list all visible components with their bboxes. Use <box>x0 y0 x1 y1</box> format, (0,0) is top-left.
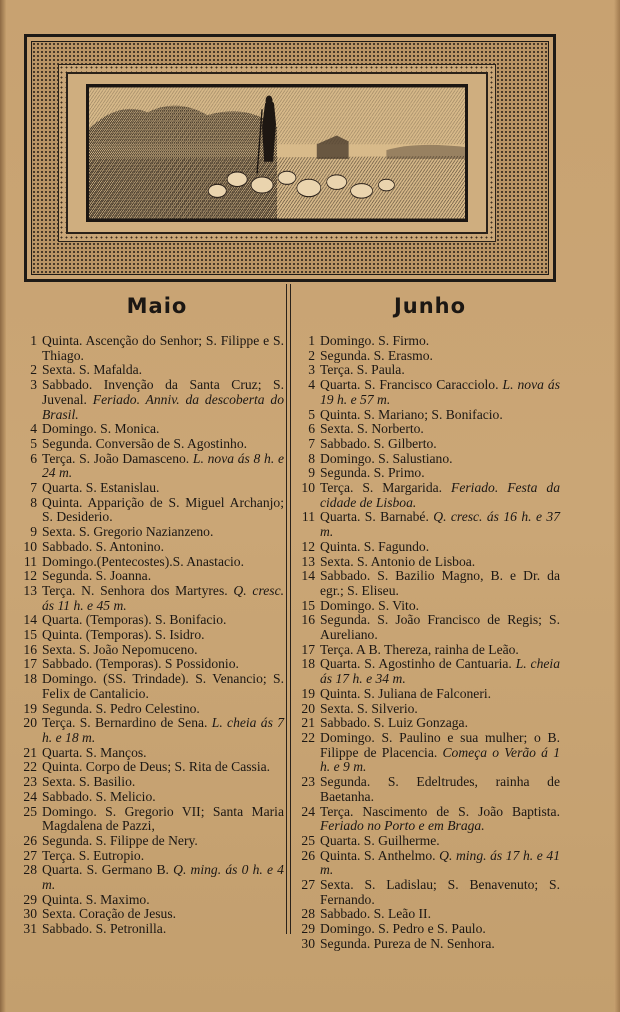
day-note-italic: Q. ming. ás 17 h. e 41 m. <box>320 847 560 878</box>
day-entry <box>22 496 284 525</box>
day-entry <box>22 672 284 701</box>
day-entry <box>22 790 284 805</box>
day-note-italic: Feriado. Anniv. da descoberta do Brasil. <box>42 391 284 422</box>
day-entry <box>22 363 284 378</box>
day-entry <box>22 746 284 761</box>
day-text <box>320 481 560 510</box>
day-entry <box>300 613 560 642</box>
day-number: 2 <box>308 347 315 363</box>
day-entry <box>22 422 284 437</box>
day-text <box>320 363 560 378</box>
day-number: 4 <box>308 377 315 393</box>
day-saint-text: Quinta. S. Mariano; S. Bonifacio. <box>320 406 503 422</box>
day-text <box>320 437 560 452</box>
day-number: 14 <box>23 612 37 628</box>
day-text <box>320 775 560 804</box>
day-number: 5 <box>308 406 315 422</box>
day-text <box>320 643 560 658</box>
day-entry <box>300 599 560 614</box>
day-entry <box>22 525 284 540</box>
day-number: 19 <box>23 700 37 716</box>
day-saint-text: Terça. S. Paula. <box>320 362 405 378</box>
day-saint-text: Terça. S. Bernardino de Sena. <box>42 715 208 731</box>
day-number: 7 <box>308 435 315 451</box>
day-number: 18 <box>23 671 37 687</box>
day-note-italic: L. nova ás 19 h. e 57 m. <box>320 377 560 407</box>
day-text <box>320 540 560 555</box>
day-number: 4 <box>30 421 37 437</box>
day-number: 2 <box>30 362 37 378</box>
day-text <box>42 702 284 717</box>
day-entry <box>22 452 284 481</box>
day-number: 21 <box>301 715 315 731</box>
day-text <box>42 643 284 658</box>
day-number: 8 <box>308 450 315 466</box>
day-saint-text: Domingo. (SS. Trindade). S. Venancio; S. Felix de Cantalicio. <box>42 671 284 701</box>
day-number: 31 <box>23 921 37 937</box>
day-text <box>42 496 284 525</box>
day-saint-text: Sexta. S. João Nepomuceno. <box>42 641 198 657</box>
day-entry <box>22 849 284 864</box>
dotted-border <box>31 41 549 275</box>
day-saint-text: Sexta. S. Mafalda. <box>42 362 143 378</box>
day-saint-text: Domingo. S. Monica. <box>42 421 160 437</box>
day-number: 30 <box>301 935 315 951</box>
day-number: 22 <box>23 759 37 775</box>
day-number: 3 <box>308 362 315 378</box>
day-text <box>42 849 284 864</box>
day-entry <box>300 452 560 467</box>
day-saint-text: Segunda. S. Edeltrudes, rainha de Baetanha. <box>320 774 560 804</box>
day-note-italic: Q. cresc. ás 11 h. e 45 m. <box>42 582 284 613</box>
day-entry <box>300 907 560 922</box>
day-text <box>42 378 284 422</box>
day-text <box>320 834 560 849</box>
day-number: 15 <box>301 597 315 613</box>
day-entry <box>22 437 284 452</box>
day-entry <box>22 378 284 422</box>
day-note-italic: L. cheia ás 7 h. e 18 m. <box>42 715 284 745</box>
day-entry <box>300 731 560 775</box>
day-text <box>42 613 284 628</box>
day-note-italic: Feriado no Porto e em Braga. <box>320 818 485 834</box>
day-number: 9 <box>308 465 315 481</box>
day-saint-text: Sexta. S. Gregorio Nazianzeno. <box>42 524 214 540</box>
day-text <box>320 599 560 614</box>
day-entry <box>300 334 560 349</box>
day-number: 25 <box>23 803 37 819</box>
day-saint-text: Sabbado. S. Antonino. <box>42 538 164 554</box>
day-number: 16 <box>301 612 315 628</box>
day-entry <box>300 378 560 407</box>
day-text <box>42 672 284 701</box>
day-number: 10 <box>23 538 37 554</box>
day-saint-text: Quarta. (Temporas). S. Bonifacio. <box>42 612 227 628</box>
day-text <box>320 731 560 775</box>
day-entry <box>22 657 284 672</box>
day-saint-text: Quarta. S. Barnabé. <box>320 509 429 525</box>
day-text <box>42 584 284 613</box>
day-saint-text: Domingo. S. Gregorio VII; Santa Maria Magdalena de Pazzi, <box>42 803 284 834</box>
day-entry <box>300 408 560 423</box>
day-saint-text: Segunda. S. Joanna. <box>42 568 152 584</box>
day-text <box>320 452 560 467</box>
day-text <box>320 378 560 407</box>
day-saint-text: Domingo. S. Vito. <box>320 597 420 613</box>
day-number: 16 <box>23 641 37 657</box>
day-text <box>42 555 284 570</box>
day-text <box>42 525 284 540</box>
day-saint-text: Sexta. S. Norberto. <box>320 421 424 437</box>
day-note-italic: Começa o Verão á 1 h. e 9 m. <box>320 744 560 775</box>
pastoral-engraving-image <box>86 84 468 222</box>
day-entry <box>22 716 284 745</box>
page-edge-right <box>614 0 620 1012</box>
day-text <box>320 408 560 423</box>
junho-day-list <box>300 334 560 952</box>
day-entry <box>300 466 560 481</box>
junho-column <box>300 282 560 952</box>
day-number: 6 <box>308 421 315 437</box>
day-saint-text: Sabbado. S. Melicio. <box>42 788 156 804</box>
day-text <box>320 555 560 570</box>
day-saint-text: Segunda. S. Primo. <box>320 465 425 481</box>
day-number: 15 <box>23 627 37 643</box>
day-saint-text: Segunda. S. Erasmo. <box>320 347 433 363</box>
day-saint-text: Sabbado. Invenção da Santa Cruz; S. Juvenal. <box>42 377 284 407</box>
maio-day-list <box>22 334 284 937</box>
day-text <box>42 334 284 363</box>
day-number: 23 <box>23 774 37 790</box>
day-saint-text: Quinta. S. Maximo. <box>42 891 150 907</box>
day-number: 12 <box>23 568 37 584</box>
day-text <box>320 922 560 937</box>
day-entry <box>22 863 284 892</box>
day-entry <box>22 540 284 555</box>
day-saint-text: Sabbado. S. Leão II. <box>320 906 431 922</box>
day-entry <box>300 569 560 598</box>
day-entry <box>300 834 560 849</box>
day-number: 12 <box>301 538 315 554</box>
day-number: 1 <box>308 333 315 348</box>
day-saint-text: Quarta. S. Manços. <box>42 744 147 760</box>
day-saint-text: Terça. A B. Thereza, rainha de Leão. <box>320 641 519 657</box>
day-number: 24 <box>301 803 315 819</box>
day-entry <box>300 937 560 952</box>
day-text <box>320 466 560 481</box>
day-number: 7 <box>30 480 37 496</box>
day-saint-text: Terça. Nascimento de S. João Baptista. <box>320 803 560 819</box>
day-number: 18 <box>301 656 315 672</box>
day-saint-text: Sexta. S. Antonio de Lisboa. <box>320 553 476 569</box>
day-number: 3 <box>30 377 37 393</box>
day-number: 30 <box>23 906 37 922</box>
day-entry <box>22 643 284 658</box>
day-saint-text: Sabbado. S. Luiz Gonzaga. <box>320 715 468 731</box>
day-number: 10 <box>301 480 315 496</box>
day-number: 27 <box>23 847 37 863</box>
day-text <box>320 510 560 539</box>
day-number: 29 <box>301 921 315 937</box>
day-saint-text: Sexta. Coração de Jesus. <box>42 906 177 922</box>
inner-plain-band <box>66 72 488 234</box>
day-saint-text: Quinta. Ascenção do Senhor; S. Filippe e S. Thiago. <box>42 333 284 363</box>
day-text <box>320 849 560 878</box>
day-saint-text: Domingo. S. Paulino e sua mulher; o B. Filippe de Placencia. <box>320 729 560 760</box>
day-number: 20 <box>301 700 315 716</box>
day-entry <box>22 569 284 584</box>
day-saint-text: Terça. S. Margarida. <box>320 480 443 496</box>
day-number: 11 <box>23 553 37 569</box>
day-text <box>42 716 284 745</box>
column-divider <box>286 284 291 934</box>
day-saint-text: Sabbado. S. Gilberto. <box>320 435 437 451</box>
day-entry <box>300 657 560 686</box>
day-entry <box>22 834 284 849</box>
day-text <box>320 349 560 364</box>
day-entry <box>22 760 284 775</box>
day-text <box>42 746 284 761</box>
day-number: 27 <box>301 877 315 893</box>
day-number: 24 <box>23 788 37 804</box>
day-saint-text: Quinta. (Temporas). S. Isidro. <box>42 627 205 643</box>
day-text <box>320 687 560 702</box>
day-number: 5 <box>30 435 37 451</box>
day-saint-text: Terça. N. Senhora dos Martyres. <box>42 582 228 598</box>
inner-dotted-band <box>58 64 496 242</box>
day-entry <box>22 584 284 613</box>
day-text <box>42 569 284 584</box>
day-saint-text: Quarta. S. Estanislau. <box>42 480 160 496</box>
day-text <box>42 422 284 437</box>
day-note-italic: L. nova ás 8 h. e 24 m. <box>42 450 285 481</box>
day-entry <box>300 540 560 555</box>
day-saint-text: Segunda. Conversão de S. Agostinho. <box>42 435 248 451</box>
day-text <box>320 907 560 922</box>
day-saint-text: Segunda. Pureza de N. Senhora. <box>320 935 495 951</box>
day-number: 1 <box>30 333 37 348</box>
day-number: 17 <box>23 656 37 672</box>
day-text <box>42 540 284 555</box>
day-entry <box>22 555 284 570</box>
day-text <box>42 922 284 937</box>
day-text <box>320 422 560 437</box>
day-text <box>320 716 560 731</box>
day-saint-text: Quinta. Corpo de Deus; S. Rita de Cassia. <box>42 759 271 775</box>
day-entry <box>300 555 560 570</box>
day-entry <box>300 922 560 937</box>
day-entry <box>22 481 284 496</box>
day-number: 25 <box>301 832 315 848</box>
day-entry <box>22 893 284 908</box>
day-saint-text: Sabbado. S. Petronilla. <box>42 921 167 937</box>
day-saint-text: Quinta. S. Fagundo. <box>320 538 430 554</box>
day-saint-text: Domingo. S. Salustiano. <box>320 450 453 466</box>
day-number: 20 <box>23 715 37 731</box>
day-text <box>42 907 284 922</box>
day-number: 11 <box>301 509 315 525</box>
day-entry <box>22 805 284 834</box>
day-number: 26 <box>23 832 37 848</box>
day-text <box>42 805 284 834</box>
header-vignette-frame <box>24 34 556 282</box>
day-text <box>320 937 560 952</box>
day-text <box>320 613 560 642</box>
day-saint-text: Sabbado. S. Bazilio Magno, B. e Dr. da egr.; S. Eliseu. <box>320 568 560 598</box>
day-entry <box>300 363 560 378</box>
day-saint-text: Quarta. S. Agostinho de Cantuaria. <box>320 656 512 672</box>
day-entry <box>300 878 560 907</box>
day-text <box>42 834 284 849</box>
day-saint-text: Sexta. S. Basilio. <box>42 774 136 790</box>
day-number: 19 <box>301 685 315 701</box>
day-text <box>320 569 560 598</box>
day-text <box>42 893 284 908</box>
day-saint-text: Segunda. S. Pedro Celestino. <box>42 700 200 716</box>
day-text <box>42 775 284 790</box>
day-text <box>42 628 284 643</box>
day-number: 13 <box>23 582 37 598</box>
day-text <box>42 760 284 775</box>
day-number: 17 <box>301 641 315 657</box>
day-entry <box>300 775 560 804</box>
day-number: 26 <box>301 847 315 863</box>
day-entry <box>22 922 284 937</box>
day-entry <box>300 643 560 658</box>
day-saint-text: Quarta. S. Francisco Caracciolo. <box>320 377 499 393</box>
day-saint-text: Segunda. S. Filippe de Nery. <box>42 832 198 848</box>
maio-column <box>22 282 284 937</box>
day-entry <box>22 628 284 643</box>
day-entry <box>22 907 284 922</box>
day-text <box>42 657 284 672</box>
day-note-italic: L. cheia ás 17 h. e 34 m. <box>320 656 560 687</box>
day-entry <box>300 702 560 717</box>
day-note-italic: Q. ming. ás 0 h. e 4 m. <box>42 862 284 893</box>
month-title-maio: Maio <box>126 294 188 318</box>
day-text <box>320 805 560 834</box>
day-saint-text: Segunda. S. João Francisco de Regis; S. Aureliano. <box>320 612 560 643</box>
day-entry <box>22 702 284 717</box>
day-number: 29 <box>23 891 37 907</box>
day-number: 28 <box>23 862 37 878</box>
day-number: 28 <box>301 906 315 922</box>
day-entry <box>22 334 284 363</box>
page-edge-left <box>0 0 6 1012</box>
day-number: 6 <box>30 450 37 466</box>
day-entry <box>300 805 560 834</box>
day-note-italic: Q. cresc. ás 16 h. e 37 m. <box>320 509 560 540</box>
day-text <box>42 363 284 378</box>
day-number: 8 <box>30 494 37 510</box>
day-saint-text: Terça. S. Eutropio. <box>42 847 145 863</box>
month-title-junho: Junho <box>393 294 467 318</box>
day-saint-text: Sexta. S. Silverio. <box>320 700 418 716</box>
day-number: 9 <box>30 524 37 540</box>
day-saint-text: Sabbado. (Temporas). S Possidonio. <box>42 656 239 672</box>
day-saint-text: Quinta. Apparição de S. Miguel Archanjo; S. Desiderio. <box>42 494 284 525</box>
day-entry <box>300 481 560 510</box>
day-saint-text: Quarta. S. Guilherme. <box>320 832 440 848</box>
day-entry <box>300 422 560 437</box>
day-number: 21 <box>23 744 37 760</box>
day-entry <box>300 687 560 702</box>
day-saint-text: Quinta. S. Juliana de Falconeri. <box>320 685 492 701</box>
day-number: 22 <box>301 729 315 745</box>
day-saint-text: Domingo.(Pentecostes).S. Anastacio. <box>42 553 244 569</box>
day-saint-text: Domingo. S. Firmo. <box>320 333 430 348</box>
day-text <box>320 334 560 349</box>
day-text <box>320 657 560 686</box>
day-text <box>320 878 560 907</box>
day-saint-text: Domingo. S. Pedro e S. Paulo. <box>320 921 486 937</box>
day-text <box>42 790 284 805</box>
day-number: 14 <box>301 568 315 584</box>
day-entry <box>22 775 284 790</box>
day-note-italic: Feriado. Festa da cidade de Lisboa. <box>320 480 560 510</box>
day-text <box>320 702 560 717</box>
day-number: 13 <box>301 553 315 569</box>
day-number: 23 <box>301 774 315 790</box>
day-entry <box>300 716 560 731</box>
day-entry <box>300 849 560 878</box>
day-text <box>42 452 284 481</box>
day-saint-text: Quarta. S. Germano B. <box>42 862 169 878</box>
day-saint-text: Quinta. S. Anthelmo. <box>320 847 436 863</box>
day-text <box>42 437 284 452</box>
shepherd-with-sheep-illustration <box>88 86 466 220</box>
day-text <box>42 481 284 496</box>
day-text <box>42 863 284 892</box>
day-entry <box>300 510 560 539</box>
day-entry <box>300 437 560 452</box>
day-entry <box>22 613 284 628</box>
day-saint-text: Terça. S. João Damasceno. <box>42 450 190 466</box>
day-entry <box>300 349 560 364</box>
day-saint-text: Sexta. S. Ladislau; S. Benavenuto; S. Fernando. <box>320 877 560 907</box>
